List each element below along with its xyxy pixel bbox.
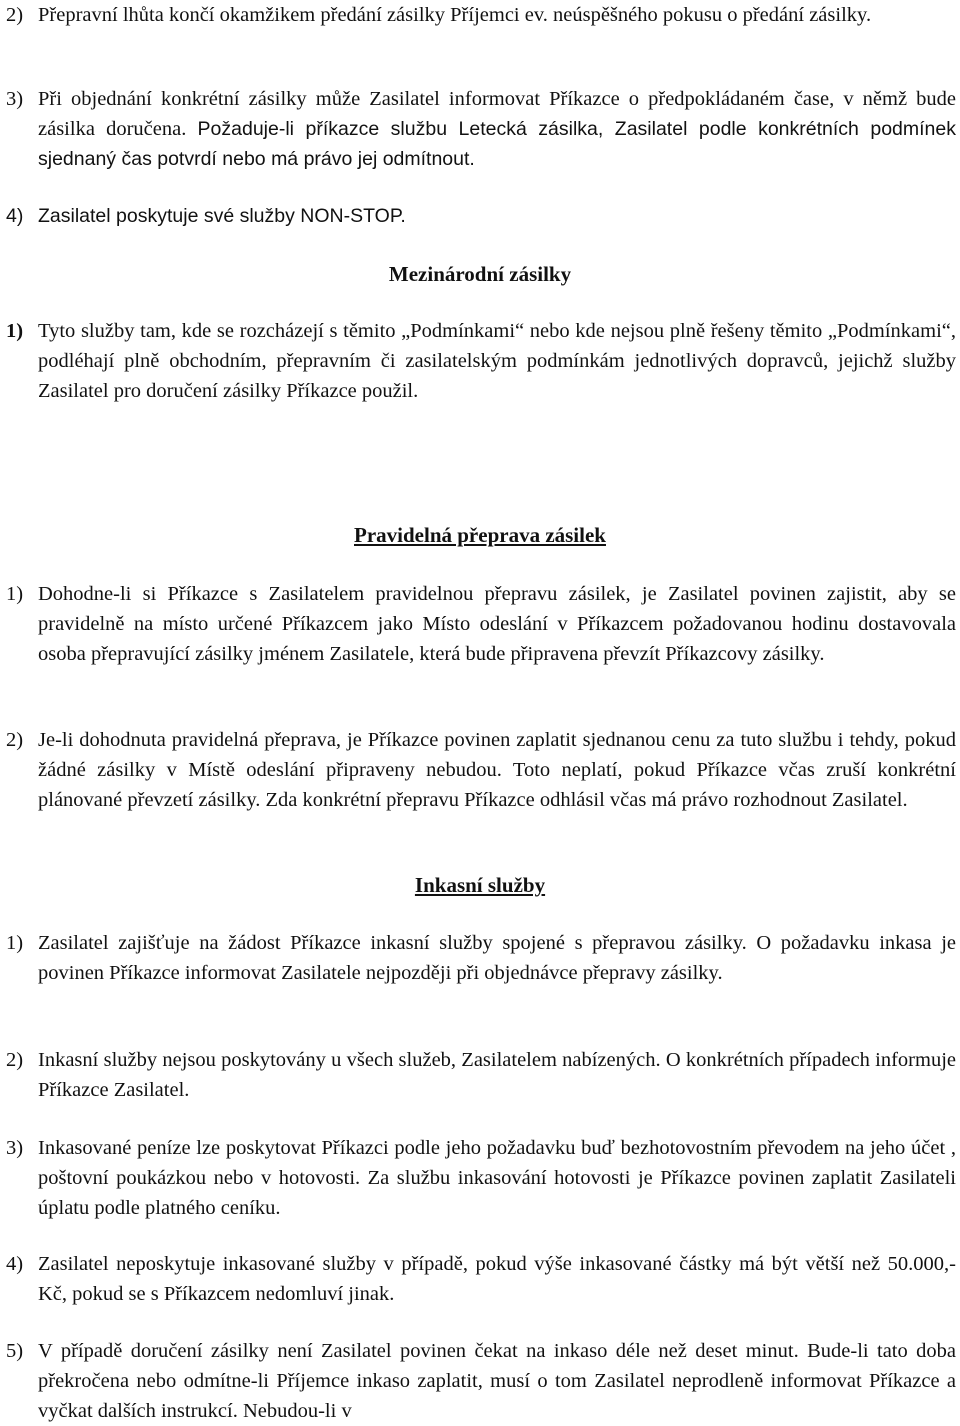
list-item [6, 1249, 956, 1309]
item-number: 2) [6, 1049, 24, 1071]
item-text: Tyto služby tam, kde se rozcházejí s těmito „Podmínkami“ nebo kde nejsou plně řešeny těmito „Podmínkami“, podléhají plně obchodním, přepravním či zasilatelským podmínkám jednotlivých dopravců, jejichž služby Zasilatel pro doručení zásilky Příkazce použil. [38, 320, 956, 402]
list-item [6, 0, 956, 30]
item-text: Zasilatel poskytuje své služby NON-STOP. [38, 205, 406, 227]
list-item [6, 725, 956, 815]
section-heading-regular: Pravidelná přeprava zásilek [354, 523, 606, 547]
item-number: 2) [6, 729, 24, 751]
item-number: 3) [6, 1137, 24, 1159]
item-number: 1) [6, 583, 24, 605]
item-text [38, 84, 956, 174]
item-number: 5) [6, 1340, 24, 1362]
list-item [6, 316, 956, 406]
item-number: 3) [6, 88, 24, 110]
list-item [6, 84, 956, 174]
item-text: Zasilatel zajišťuje na žádost Příkazce inkasní služby spojené s přepravou zásilky. O požadavku inkasa je povinen Příkazce informovat Zasilatele nejpozději při objednávce přepravy zásilky. [38, 932, 956, 984]
list-item [6, 1133, 956, 1223]
item-text: Inkasované peníze lze poskytovat Příkazci podle jeho požadavku buď bezhotovostním převodem na jeho účet , poštovní poukázkou nebo v hotovosti. Za službu inkasování hotovosti je Příkazce povinen zaplatit Zasilateli úplatu podle platného ceníku. [38, 1137, 956, 1219]
item-text: Je-li dohodnuta pravidelná přeprava, je Příkazce povinen zaplatit sjednanou cenu za tuto službu i tehdy, pokud žádné zásilky v Místě odeslání připraveny nebudou. Toto neplatí, pokud Příkazce včas zruší konkrétní plánované převzetí zásilky. Zda konkrétní přepravu Příkazce odhlásil včas má právo rozhodnout Zasilatel. [38, 729, 956, 811]
section-heading-international: Mezinárodní zásilky [388, 262, 572, 286]
list-item [6, 1336, 956, 1426]
item-number: 1) [6, 320, 24, 342]
item-text: Inkasní služby nejsou poskytovány u všech služeb, Zasilatelem nabízených. O konkrétních případech informuje Příkazce Zasilatel. [38, 1049, 956, 1101]
item-number: 4) [6, 205, 24, 227]
item-text: V případě doručení zásilky není Zasilatel povinen čekat na inkaso déle než deset minut. Bude-li tato doba překročena nebo odmítne-li Příjemce inkaso zaplatit, musí o tom Zasilatel neprodleně informovat Příkazce a vyčkat dalších instrukcí. Nebudou-li v [38, 1340, 956, 1422]
item-text: Dohodne-li si Příkazce s Zasilatelem pravidelnou přepravu zásilek, je Zasilatel povinen zajistit, aby se pravidelně na místo určené Příkazcem jako Místo odeslání v Příkazcem požadovanou hodinu dostavovala osoba přepravující zásilky jménem Zasilatele, která bude připravena převzít Příkazcovy zásilky. [38, 583, 956, 665]
section-heading-collection: Inkasní služby [414, 873, 546, 897]
item-text-sans: Požaduje-li příkazce službu Letecká zásilka, Zasilatel podle konkrétních podmínek sjednaný čas potvrdí nebo má právo jej odmítnout. [38, 118, 956, 170]
item-text-serif: Při objednání konkrétní zásilky může Zasilatel informovat Příkazce o předpokládaném čase, v němž bude zásilka doručena. [38, 88, 956, 140]
list-item [6, 579, 956, 669]
list-item [6, 928, 956, 988]
item-text: Přepravní lhůta končí okamžikem předání zásilky Příjemci ev. neúspěšného pokusu o předání zásilky. [38, 4, 872, 26]
list-item [6, 1045, 956, 1105]
item-number: 2) [6, 4, 24, 26]
item-text: Zasilatel neposkytuje inkasované služby v případě, pokud výše inkasované částky má být větší než 50.000,- Kč, pokud se s Příkazcem nedomluví jinak. [38, 1253, 956, 1305]
list-item [6, 201, 956, 231]
item-number: 4) [6, 1253, 24, 1275]
item-number: 1) [6, 932, 24, 954]
